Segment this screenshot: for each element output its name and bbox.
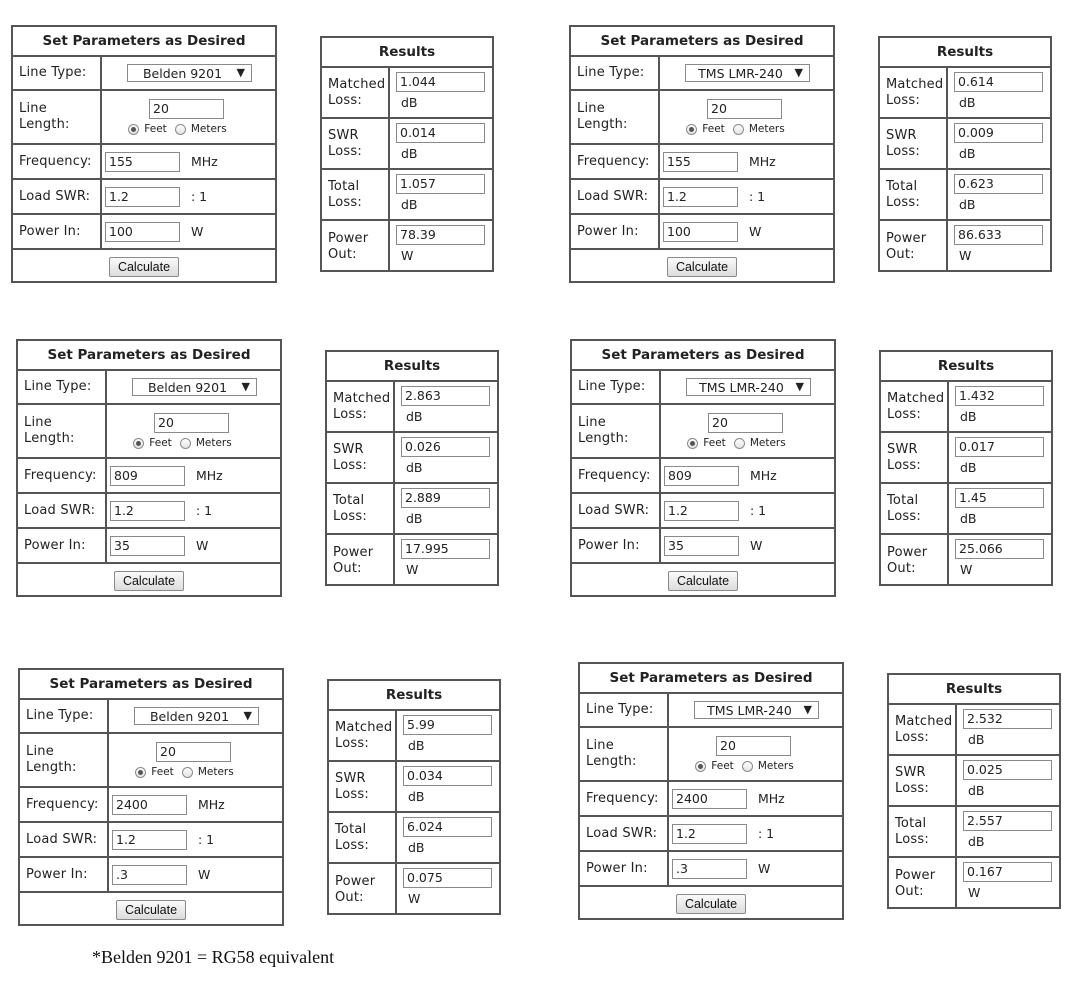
load-swr-label: Load SWR: (18, 494, 107, 527)
feet-label: Feet (151, 766, 174, 778)
calculate-button[interactable]: Calculate (668, 571, 738, 591)
swr-loss-label: SWR Loss: (880, 119, 948, 168)
swr-loss-output[interactable]: 0.026 (401, 437, 490, 457)
line-length-label: Line Length: (580, 728, 669, 780)
matched-loss-output[interactable]: 2.532 (963, 709, 1052, 729)
power-out-label: Power Out: (322, 221, 390, 272)
load-swr-label: Load SWR: (580, 817, 669, 850)
power-in-label: Power In: (571, 215, 660, 248)
total-loss-output[interactable]: 1.057 (396, 174, 485, 194)
swr-loss-label: SWR Loss: (327, 433, 395, 482)
matched-loss-unit: dB (960, 409, 977, 424)
matched-loss-output[interactable]: 0.614 (954, 72, 1043, 92)
mhz-unit: MHz (750, 468, 777, 483)
meters-label: Meters (748, 123, 785, 135)
parameters-panel (11, 25, 277, 283)
meters-radio[interactable] (742, 761, 753, 772)
mhz-unit: MHz (749, 154, 776, 169)
swr-loss-unit: dB (406, 460, 423, 475)
line-length-input[interactable]: 20 (149, 99, 224, 119)
line-length-label: Line Length: (20, 734, 109, 786)
watts-unit: W (758, 861, 771, 876)
meters-label: Meters (757, 760, 794, 772)
line-length-input[interactable]: 20 (156, 742, 231, 762)
matched-loss-output[interactable]: 2.863 (401, 386, 490, 406)
mhz-unit: MHz (198, 797, 225, 812)
chevron-down-icon: ▼ (803, 703, 812, 716)
swr-loss-output[interactable]: 0.034 (403, 766, 492, 786)
load-swr-label: Load SWR: (20, 823, 109, 856)
swr-loss-unit: dB (408, 789, 425, 804)
line-type-value: Belden 9201 (147, 379, 228, 395)
line-type-label: Line Type: (13, 57, 102, 89)
watts-unit: W (196, 538, 209, 553)
power-out-label: Power Out: (880, 221, 948, 272)
total-loss-unit: dB (401, 197, 418, 212)
line-length-input[interactable]: 20 (154, 413, 229, 433)
feet-radio[interactable] (687, 438, 698, 449)
parameters-panel (569, 25, 835, 283)
total-loss-unit: dB (960, 511, 977, 526)
line-type-value: TMS LMR-240 (707, 702, 792, 718)
matched-loss-label: Matched Loss: (329, 711, 397, 760)
feet-radio[interactable] (133, 438, 144, 449)
power-in-label: Power In: (13, 215, 102, 248)
line-length-input[interactable]: 20 (708, 413, 783, 433)
mhz-unit: MHz (191, 154, 218, 169)
ratio-unit: : 1 (749, 189, 766, 204)
matched-loss-output[interactable]: 1.432 (955, 386, 1044, 406)
feet-label: Feet (702, 123, 725, 135)
ratio-unit: : 1 (198, 832, 215, 847)
load-swr-input[interactable]: 1.2 (663, 187, 738, 207)
frequency-input[interactable]: 155 (105, 152, 180, 172)
meters-label: Meters (197, 766, 234, 778)
swr-loss-label: SWR Loss: (889, 756, 957, 805)
load-swr-label: Load SWR: (572, 494, 661, 527)
line-type-value: Belden 9201 (149, 708, 230, 724)
parameters-title: Set Parameters as Desired (18, 341, 280, 371)
results-title: Results (880, 38, 1050, 68)
load-swr-label: Load SWR: (13, 180, 102, 213)
calculate-button[interactable]: Calculate (667, 257, 737, 277)
meters-label: Meters (195, 437, 232, 449)
meters-radio[interactable] (175, 124, 186, 135)
power-out-output[interactable]: 25.066 (955, 539, 1044, 559)
meters-radio[interactable] (734, 438, 745, 449)
line-length-label: Line Length: (13, 91, 102, 143)
load-swr-input[interactable]: 1.2 (110, 501, 185, 521)
line-type-label: Line Type: (572, 371, 661, 403)
power-in-input[interactable]: .3 (672, 859, 747, 879)
line-type-value: Belden 9201 (142, 65, 223, 81)
calculate-button[interactable]: Calculate (109, 257, 179, 277)
line-type-select[interactable] (694, 701, 819, 719)
matched-loss-unit: dB (959, 95, 976, 110)
total-loss-unit: dB (968, 834, 985, 849)
total-loss-label: Total Loss: (322, 170, 390, 219)
power-out-unit: W (960, 562, 973, 577)
power-out-output[interactable]: 78.39 (396, 225, 485, 245)
calculate-button[interactable]: Calculate (116, 900, 186, 920)
meters-label: Meters (749, 437, 786, 449)
power-out-output[interactable]: 0.075 (403, 868, 492, 888)
power-out-output[interactable]: 17.995 (401, 539, 490, 559)
power-out-unit: W (401, 248, 414, 263)
results-panel (878, 36, 1052, 272)
results-title: Results (322, 38, 492, 68)
matched-loss-unit: dB (406, 409, 423, 424)
frequency-input[interactable]: 809 (110, 466, 185, 486)
frequency-label: Frequency: (571, 145, 660, 178)
feet-radio[interactable] (128, 124, 139, 135)
swr-loss-output[interactable]: 0.017 (955, 437, 1044, 457)
ratio-unit: : 1 (191, 189, 208, 204)
swr-loss-unit: dB (959, 146, 976, 161)
footnote: *Belden 9201 = RG58 equivalent (92, 947, 335, 967)
frequency-input[interactable]: 2400 (112, 795, 187, 815)
chevron-down-icon: ▼ (236, 66, 245, 79)
frequency-label: Frequency: (13, 145, 102, 178)
total-loss-unit: dB (408, 840, 425, 855)
meters-radio[interactable] (180, 438, 191, 449)
line-length-label: Line Length: (571, 91, 660, 143)
chevron-down-icon: ▼ (241, 380, 250, 393)
line-type-select[interactable] (686, 378, 811, 396)
line-type-value: TMS LMR-240 (698, 65, 783, 81)
load-swr-input[interactable]: 1.2 (105, 187, 180, 207)
power-out-unit: W (968, 885, 981, 900)
results-title: Results (889, 675, 1059, 705)
matched-loss-unit: dB (408, 738, 425, 753)
parameters-title: Set Parameters as Desired (13, 27, 275, 57)
matched-loss-label: Matched Loss: (322, 68, 390, 117)
total-loss-output[interactable]: 6.024 (403, 817, 492, 837)
calculate-button[interactable]: Calculate (114, 571, 184, 591)
swr-loss-unit: dB (968, 783, 985, 798)
swr-loss-output[interactable]: 0.009 (954, 123, 1043, 143)
power-out-unit: W (408, 891, 421, 906)
parameters-panel (18, 668, 284, 926)
swr-loss-output[interactable]: 0.014 (396, 123, 485, 143)
ratio-unit: : 1 (758, 826, 775, 841)
parameters-title: Set Parameters as Desired (572, 341, 834, 371)
load-swr-label: Load SWR: (571, 180, 660, 213)
power-out-label: Power Out: (329, 864, 397, 915)
frequency-input[interactable]: 2400 (672, 789, 747, 809)
total-loss-unit: dB (406, 511, 423, 526)
load-swr-input[interactable]: 1.2 (112, 830, 187, 850)
feet-label: Feet (149, 437, 172, 449)
matched-loss-unit: dB (968, 732, 985, 747)
mhz-unit: MHz (196, 468, 223, 483)
feet-radio[interactable] (135, 767, 146, 778)
swr-loss-output[interactable]: 0.025 (963, 760, 1052, 780)
feet-label: Feet (711, 760, 734, 772)
chevron-down-icon: ▼ (243, 709, 252, 722)
results-panel (879, 350, 1053, 586)
line-type-select[interactable] (127, 64, 252, 82)
total-loss-unit: dB (959, 197, 976, 212)
total-loss-label: Total Loss: (889, 807, 957, 856)
line-length-label: Line Length: (18, 405, 107, 457)
total-loss-output[interactable]: 1.45 (955, 488, 1044, 508)
results-title: Results (881, 352, 1051, 382)
total-loss-label: Total Loss: (329, 813, 397, 862)
swr-loss-label: SWR Loss: (881, 433, 949, 482)
power-in-input[interactable]: 35 (664, 536, 739, 556)
total-loss-label: Total Loss: (880, 170, 948, 219)
ratio-unit: : 1 (196, 503, 213, 518)
calculate-button[interactable]: Calculate (676, 894, 746, 914)
matched-loss-unit: dB (401, 95, 418, 110)
watts-unit: W (191, 224, 204, 239)
load-swr-input[interactable]: 1.2 (672, 824, 747, 844)
total-loss-output[interactable]: 2.889 (401, 488, 490, 508)
results-panel (325, 350, 499, 586)
power-out-output[interactable]: 86.633 (954, 225, 1043, 245)
matched-loss-label: Matched Loss: (327, 382, 395, 431)
frequency-label: Frequency: (572, 459, 661, 492)
meters-radio[interactable] (733, 124, 744, 135)
results-panel (327, 679, 501, 915)
results-title: Results (329, 681, 499, 711)
swr-loss-label: SWR Loss: (329, 762, 397, 811)
parameters-title: Set Parameters as Desired (571, 27, 833, 57)
parameters-title: Set Parameters as Desired (580, 664, 842, 694)
power-out-label: Power Out: (327, 535, 395, 586)
line-type-label: Line Type: (20, 700, 109, 732)
mhz-unit: MHz (758, 791, 785, 806)
matched-loss-output[interactable]: 5.99 (403, 715, 492, 735)
matched-loss-label: Matched Loss: (881, 382, 949, 431)
total-loss-label: Total Loss: (327, 484, 395, 533)
power-out-unit: W (959, 248, 972, 263)
swr-loss-label: SWR Loss: (322, 119, 390, 168)
chevron-down-icon: ▼ (794, 66, 803, 79)
load-swr-input[interactable]: 1.2 (664, 501, 739, 521)
line-type-select[interactable] (132, 378, 257, 396)
feet-radio[interactable] (695, 761, 706, 772)
swr-loss-unit: dB (401, 146, 418, 161)
power-out-output[interactable]: 0.167 (963, 862, 1052, 882)
frequency-label: Frequency: (580, 782, 669, 815)
frequency-label: Frequency: (18, 459, 107, 492)
chevron-down-icon: ▼ (795, 380, 804, 393)
line-length-label: Line Length: (572, 405, 661, 457)
line-type-label: Line Type: (571, 57, 660, 89)
matched-loss-output[interactable]: 1.044 (396, 72, 485, 92)
power-in-input[interactable]: 35 (110, 536, 185, 556)
feet-label: Feet (703, 437, 726, 449)
line-length-input[interactable]: 20 (707, 99, 782, 119)
total-loss-output[interactable]: 0.623 (954, 174, 1043, 194)
power-out-label: Power Out: (881, 535, 949, 586)
total-loss-label: Total Loss: (881, 484, 949, 533)
power-in-label: Power In: (572, 529, 661, 562)
watts-unit: W (750, 538, 763, 553)
frequency-input[interactable]: 155 (663, 152, 738, 172)
meters-label: Meters (190, 123, 227, 135)
power-out-label: Power Out: (889, 858, 957, 909)
line-type-select[interactable] (685, 64, 810, 82)
swr-loss-unit: dB (960, 460, 977, 475)
results-panel (320, 36, 494, 272)
frequency-label: Frequency: (20, 788, 109, 821)
line-type-select[interactable] (134, 707, 259, 725)
power-in-input[interactable]: 100 (105, 222, 180, 242)
power-in-label: Power In: (580, 852, 669, 885)
matched-loss-label: Matched Loss: (889, 705, 957, 754)
power-in-input[interactable]: .3 (112, 865, 187, 885)
ratio-unit: : 1 (750, 503, 767, 518)
line-type-value: TMS LMR-240 (699, 379, 784, 395)
meters-radio[interactable] (182, 767, 193, 778)
power-in-label: Power In: (18, 529, 107, 562)
watts-unit: W (749, 224, 762, 239)
power-in-input[interactable]: 100 (663, 222, 738, 242)
feet-radio[interactable] (686, 124, 697, 135)
watts-unit: W (198, 867, 211, 882)
frequency-input[interactable]: 809 (664, 466, 739, 486)
parameters-panel (570, 339, 836, 597)
parameters-panel (16, 339, 282, 597)
total-loss-output[interactable]: 2.557 (963, 811, 1052, 831)
matched-loss-label: Matched Loss: (880, 68, 948, 117)
line-type-label: Line Type: (580, 694, 669, 726)
feet-label: Feet (144, 123, 167, 135)
power-in-label: Power In: (20, 858, 109, 891)
results-panel (887, 673, 1061, 909)
line-type-label: Line Type: (18, 371, 107, 403)
power-out-unit: W (406, 562, 419, 577)
parameters-panel (578, 662, 844, 920)
line-length-input[interactable]: 20 (716, 736, 791, 756)
parameters-title: Set Parameters as Desired (20, 670, 282, 700)
results-title: Results (327, 352, 497, 382)
